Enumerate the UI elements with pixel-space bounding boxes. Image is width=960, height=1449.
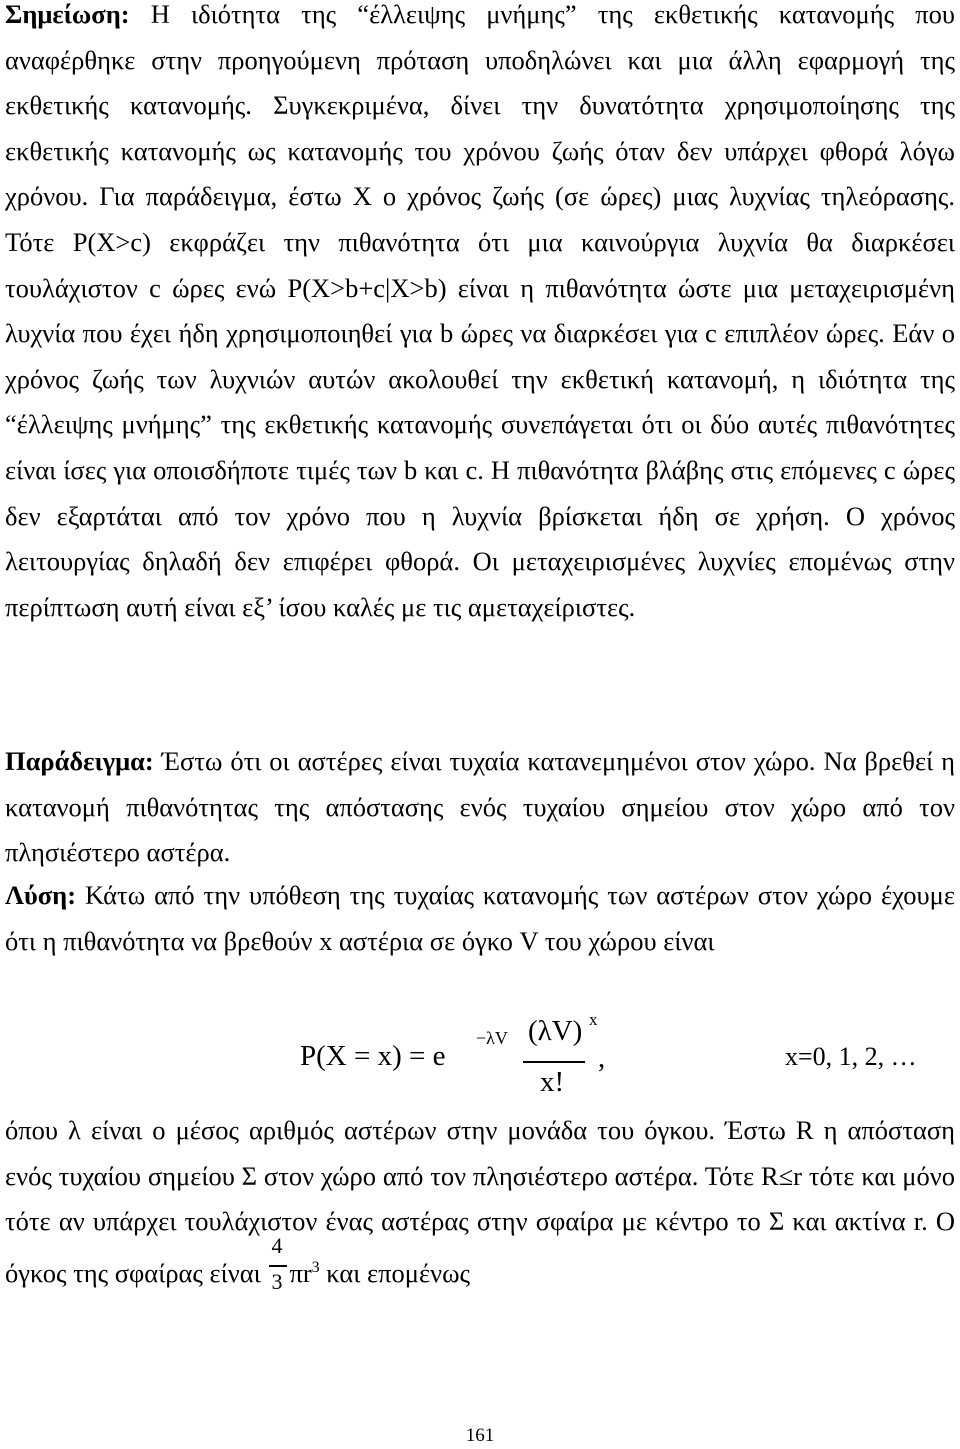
example-paragraph [5, 739, 955, 876]
fraction-bar-small [269, 1265, 287, 1267]
solution-label: Λύση: [5, 880, 77, 910]
equation-lhs: P(X = x) = e [300, 1040, 446, 1072]
fraction-numerator: 4 [271, 1233, 283, 1259]
equation-domain: x=0, 1, 2, … [785, 1042, 917, 1071]
solution-paragraph [5, 873, 955, 964]
pi-r-term: πr [289, 1257, 312, 1288]
pi-r-exponent: 3 [311, 1258, 320, 1276]
equation-numerator-exp: x [589, 1010, 598, 1029]
fraction-bar [523, 1061, 585, 1063]
fraction-denominator: 3 [271, 1269, 283, 1295]
note-label: Σημείωση: [5, 0, 130, 29]
equation-comma: , [598, 1042, 606, 1074]
page-number: 161 [465, 1425, 495, 1446]
solution-text: Κάτω από την υπόθεση της τυχαίας κατανομής των αστέρων στον χώρο έχουμε ότι η πιθανότητα να βρεθούν x αστέρια σε όγκο V του χώρου είναι [5, 880, 955, 956]
example-text: Έστω ότι οι αστέρες είναι τυχαία κατανεμημένοι στον χώρο. Να βρεθεί η κατανομή πιθανότητας της απόστασης ενός τυχαίου σημείου στον χώρο από τον πλησιέστερο αστέρα. [5, 746, 955, 868]
equation-denominator: x! [540, 1066, 565, 1098]
poisson-equation [300, 1012, 960, 1102]
note-paragraph [5, 0, 955, 630]
example-label: Παράδειγμα: [5, 746, 154, 776]
equation-exponent: −λV [476, 1028, 508, 1048]
continuation-end-text: και επομένως [319, 1257, 471, 1288]
continuation-text: όπου λ είναι ο μέσος αριθμός αστέρων στην μονάδα του όγκου. Έστω R η απόσταση ενός τυχαίου σημείου Σ στον χώρο από τον πλησιέστερο αστέρα. Τότε R≤r τότε και μόνο τότε αν υπάρχει τουλάχιστον ένας αστέρας στην σφαίρα με κέντρο το Σ και ακτίνα r. Ο όγκος της σφαίρας είναι [5, 1115, 955, 1288]
note-text: Η ιδιότητα της “έλλειψης μνήμης” της εκθετικής κατανομής που αναφέρθηκε στην προηγούμενη πρόταση υποδηλώνει και μια άλλη εφαρμογή της εκθετικής κατανομής. Συγκεκριμένα, δίνει την δυνατότητα χρησιμοποίησης της εκθετικής κατανομής ως κατανομής του χρόνου ζωής όταν δεν υπάρχει φθορά λόγω χρόνου. Για παράδειγμα, έστω X ο χρόνος ζωής (σε ώρες) μιας λυχνίας τηλεόρασης. Τότε P(X>c) εκφράζει την πιθανότητα ότι μια καινούργια λυχνία θα διαρκέσει τουλάχιστον c ώρες ενώ P(X>b+c|X>b) είναι η πιθανότητα ώστε μια μεταχειρισμένη λυχνία που έχει ήδη χρησιμοποιηθεί για b ώρες να διαρκέσει για c επιπλέον ώρες. Εάν ο χρόνος ζωής των λυχνιών αυτών ακολουθεί την εκθετική κατανομή, η ιδιότητα της “έλλειψης μνήμης” της εκθετικής κατανομής συνεπάγεται ότι οι δύο αυτές πιθανότητες είναι ίσες για οποισδήποτε τιμές των b και c. Η πιθανότητα βλάβης στις επόμενες c ώρες δεν εξαρτάται από τον χρόνο που η λυχνία βρίσκεται ήδη σε χρήση. Ο χρόνος λειτουργίας δηλαδή δεν επιφέρει φθορά. Οι μεταχειρισμένες λυχνίες επομένως στην περίπτωση αυτή είναι εξ’ ίσου καλές με τις αμεταχείριστες. [5, 0, 955, 622]
four-thirds-fraction [267, 1233, 289, 1298]
continuation-paragraph [5, 1108, 955, 1298]
equation-numerator: (λV) [528, 1015, 583, 1047]
